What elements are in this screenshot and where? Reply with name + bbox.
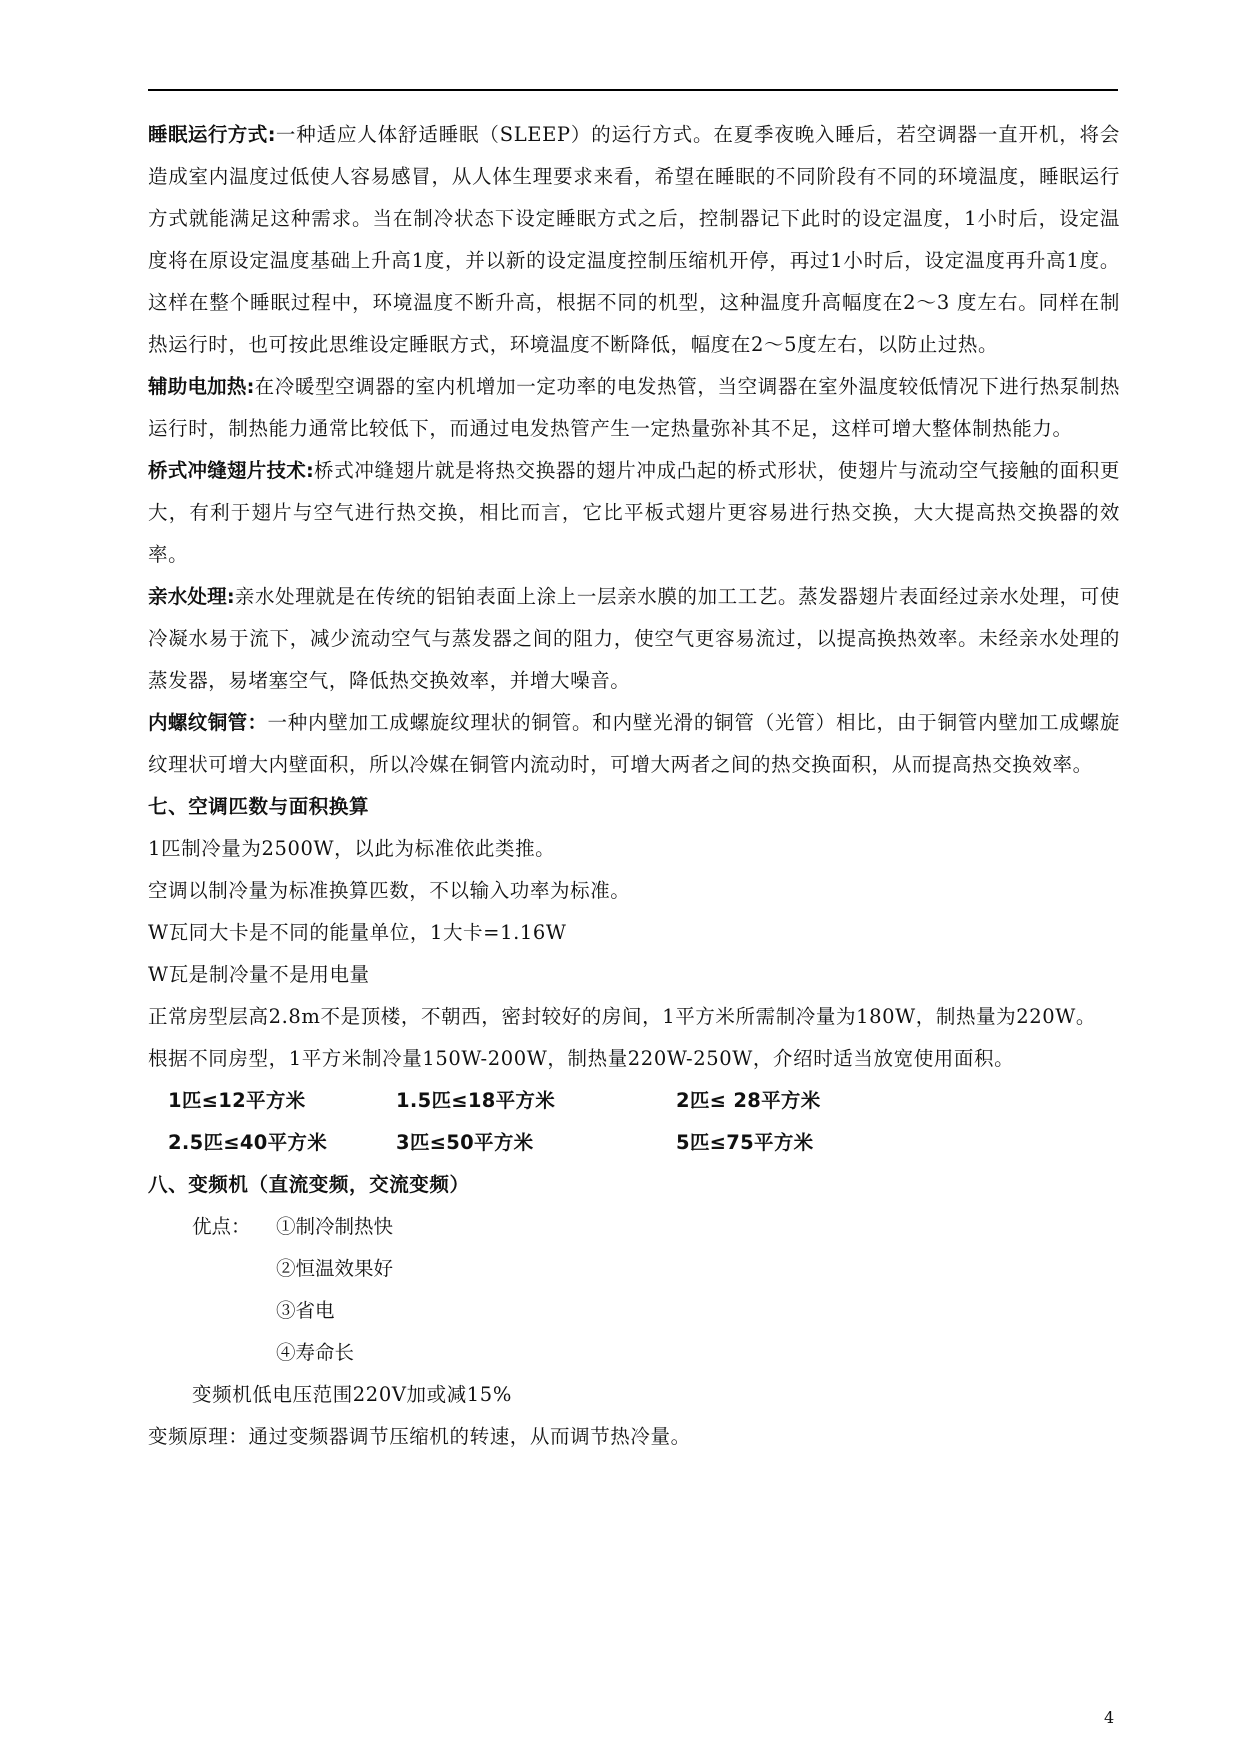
advantage-row [148, 1206, 1120, 1248]
body-line: 1匹制冷量为2500W，以此为标准依此类推。 [148, 837, 556, 860]
area-table-row [148, 1080, 1120, 1122]
body-line: 空调以制冷量为标准换算匹数，不以输入功率为标准。 [148, 879, 631, 902]
definition-paragraph [148, 114, 1120, 366]
voltage-note: 变频机低电压范围220V加或减15% [192, 1383, 512, 1406]
definition-term: 桥式冲缝翅片技术 [148, 459, 306, 482]
definition-text: 桥式冲缝翅片就是将热交换器的翅片冲成凸起的桥式形状，使翅片与流动空气接触的面积更大，有利于翅片与空气进行热交换，相比而言，它比平板式翅片更容易进行热交换，大大提高热交换器的效率。 [148, 459, 1120, 566]
body-line: 正常房型层高2.8m不是顶楼，不朝西，密封较好的房间，1平方米所需制冷量为180W，制热量为220W。 [148, 1005, 1097, 1028]
definition-term: 内螺纹铜管 [148, 711, 248, 734]
area-table-cell: 3匹≤50平方米 [396, 1131, 534, 1154]
page-content [148, 114, 1120, 1458]
advantage-item: ②恒温效果好 [276, 1257, 394, 1280]
header-rule [148, 89, 1118, 91]
body-line: W瓦同大卡是不同的能量单位，1大卡=1.16W [148, 921, 567, 944]
definition-separator: : [306, 459, 314, 482]
area-table-cell: 1.5匹≤18平方米 [396, 1089, 556, 1112]
area-table-cell: 2.5匹≤40平方米 [168, 1131, 328, 1154]
definition-separator: : [226, 585, 235, 608]
advantage-item: ④寿命长 [276, 1341, 355, 1364]
definition-text: 在冷暖型空调器的室内机增加一定功率的电发热管，当空调器在室外温度较低情况下进行热泵制热运行时，制热能力通常比较低下，而通过电发热管产生一定热量弥补其不足，这样可增大整体制热能力。 [148, 375, 1120, 440]
definition-separator: : [246, 375, 255, 398]
area-table-cell: 1匹≤12平方米 [168, 1089, 306, 1112]
section-heading: 七、空调匹数与面积换算 [148, 795, 370, 818]
area-table-cell: 5匹≤75平方米 [676, 1131, 814, 1154]
area-table-row [148, 1122, 1120, 1164]
advantage-item: ①制冷制热快 [276, 1215, 394, 1238]
definition-paragraph [148, 576, 1120, 702]
advantage-row [148, 1248, 1120, 1290]
definition-paragraph [148, 366, 1120, 450]
advantages-label: 优点： [192, 1215, 251, 1238]
body-line: W瓦是制冷量不是用电量 [148, 963, 370, 986]
definition-term: 辅助电加热 [148, 375, 247, 398]
definition-term: 睡眠运行方式 [148, 123, 268, 146]
advantage-row [148, 1290, 1120, 1332]
definition-text: 亲水处理就是在传统的铝铂表面上涂上一层亲水膜的加工工艺。蒸发器翅片表面经过亲水处理，可使冷凝水易于流下，减少流动空气与蒸发器之间的阻力，使空气更容易流过，以提高换热效率。未经亲水处理的蒸发器，易堵塞空气，降低热交换效率，并增大噪音。 [148, 585, 1120, 692]
definition-separator: : [267, 123, 276, 146]
definition-paragraph [148, 702, 1120, 786]
advantage-item: ③省电 [276, 1299, 335, 1322]
body-line: 根据不同房型，1平方米制冷量150W-200W，制热量220W-250W，介绍时适当放宽使用面积。 [148, 1047, 1015, 1070]
definition-term: 亲水处理 [148, 585, 227, 608]
definition-paragraph [148, 450, 1120, 576]
area-table-cell: 2匹≤ 28平方米 [676, 1089, 821, 1112]
advantage-row [148, 1332, 1120, 1374]
definition-text: 一种内壁加工成螺旋纹理状的铜管。和内壁光滑的铜管（光管）相比，由于铜管内壁加工成螺旋纹理状可增大内壁面积，所以冷媒在铜管内流动时，可增大两者之间的热交换面积，从而提高热交换效率。 [148, 711, 1120, 776]
definition-text: 一种适应人体舒适睡眠（SLEEP）的运行方式。在夏季夜晚入睡后，若空调器一直开机，将会造成室内温度过低使人容易感冒，从人体生理要求来看，希望在睡眠的不同阶段有不同的环境温度，睡眠运行方式就能满足这种需求。当在制冷状态下设定睡眠方式之后，控制器记下此时的设定温度，1小时后，设定温度将在原设定温度基础上升高1度，并以新的设定温度控制压缩机开停，再过1小时后，设定温度再升高1度。这样在整个睡眠过程中，环境温度不断升高，根据不同的机型，这种温度升高幅度在2～3 度左右。同样在制热运行时，也可按此思维设定睡眠方式，环境温度不断降低，幅度在2～5度左右，以防止过热。 [148, 123, 1121, 356]
section-heading: 八、变频机（直流变频，交流变频） [148, 1173, 470, 1196]
principle-line: 变频原理：通过变频器调节压缩机的转速，从而调节热冷量。 [148, 1425, 691, 1448]
page-number: 4 [1104, 1708, 1115, 1727]
definition-separator: ： [247, 711, 268, 734]
